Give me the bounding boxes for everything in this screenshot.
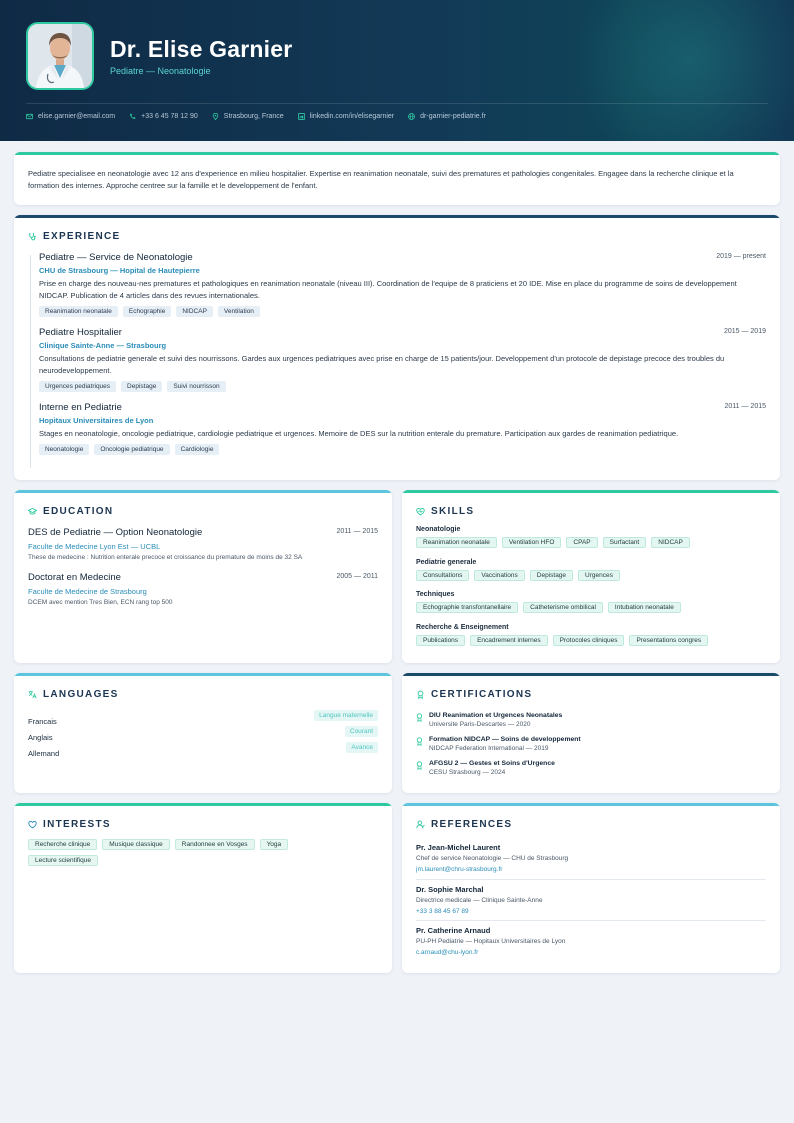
references-heading xyxy=(416,819,512,830)
job-description: Stages en neonatologie, oncologie pediatrique, cardiologie pediatrique et urgences. Memoire de DES sur la nutrition enterale du premature. Participation aux gardes de reanimation pediatrique. xyxy=(39,429,679,438)
language-name: Francais xyxy=(28,717,57,726)
skill-tag: CPAP xyxy=(566,537,597,548)
summary-text: Pediatre specialisee en neonatologie avec 12 ans d'experience en milieu hospitalier. Expertise en reanimation neonatale, suivi des prematures et pathologies congenitales. Engagee dans la recherche clinique et la formation des internes. Approche centree sur la famille et le developpement de l'enfant. xyxy=(28,169,734,190)
certification-issuer: CESU Strasbourg — 2024 xyxy=(429,769,506,776)
interest-tag: Yoga xyxy=(260,839,289,850)
certification-issuer: Universite Paris-Descartes — 2020 xyxy=(429,721,531,728)
language-level: Langue maternelle xyxy=(314,710,378,721)
contact-linkedin-text: linkedin.com/in/elisegarnier xyxy=(309,113,395,120)
skill-tag: Surfactant xyxy=(603,537,647,548)
contact-bar xyxy=(26,113,486,120)
heart-icon xyxy=(28,820,37,829)
contact-website[interactable] xyxy=(408,113,486,120)
reference-divider xyxy=(416,879,766,880)
job-description: Consultations de pediatrie generale et suivi des nourrissons. Gardes aux urgences pediatriques avec prise en charge de 15 patients/jour. Developpement d'un protocole de depistage precoce des troubles du neurodeveloppement. xyxy=(39,354,725,375)
education-item xyxy=(28,572,378,606)
education-accent-bar xyxy=(14,490,392,493)
reference-name: Dr. Sophie Marchal xyxy=(416,885,484,894)
job-tag: NIDCAP xyxy=(176,306,213,317)
interests-accent-bar xyxy=(14,803,392,806)
graduation-cap-icon xyxy=(28,507,37,516)
degree-date: 2005 — 2011 xyxy=(336,573,378,580)
reference-role: Chef de service Neonatologie — CHU de Strasbourg xyxy=(416,855,569,862)
language-row xyxy=(28,711,378,726)
languages-heading xyxy=(28,689,119,700)
languages-card xyxy=(14,673,392,793)
certification-item xyxy=(416,760,766,776)
skill-tag: Ventilation HFO xyxy=(502,537,562,548)
languages-heading-text: LANGUAGES xyxy=(43,689,119,700)
award-icon xyxy=(416,737,423,746)
interests-heading xyxy=(28,819,111,830)
skill-tags xyxy=(416,537,766,548)
degree-title: Doctorat en Medecine xyxy=(28,572,121,583)
job-role: Pediatre — Service de Neonatologie xyxy=(39,252,193,263)
job-role: Interne en Pediatrie xyxy=(39,402,122,413)
certification-title: AFGSU 2 — Gestes et Soins d'Urgence xyxy=(429,760,555,767)
summary-accent-bar xyxy=(14,152,780,155)
job-item xyxy=(39,252,766,317)
user-icon xyxy=(416,820,425,829)
school-name: Faculte de Medecine de Strasbourg xyxy=(28,587,147,596)
job-organization: Hopitaux Universitaires de Lyon xyxy=(39,416,154,425)
certification-item xyxy=(416,712,766,728)
references-card xyxy=(402,803,780,973)
skill-tag: Encadrement internes xyxy=(470,635,548,646)
stethoscope-icon xyxy=(28,232,37,241)
references-accent-bar xyxy=(402,803,780,806)
contact-website-text: dr-garnier-pediatrie.fr xyxy=(420,113,486,120)
language-name: Allemand xyxy=(28,749,60,758)
job-tag: Depistage xyxy=(121,381,162,392)
job-date: 2019 — present xyxy=(716,253,766,260)
reference-name: Pr. Jean-Michel Laurent xyxy=(416,843,501,852)
skill-group xyxy=(416,526,766,548)
location-icon xyxy=(212,113,219,120)
certifications-card xyxy=(402,673,780,793)
candidate-title: Pediatre — Neonatologie xyxy=(110,66,211,76)
skill-tag: Publications xyxy=(416,635,465,646)
job-tag: Suivi nourrisson xyxy=(167,381,225,392)
interest-tag: Randonnee en Vosges xyxy=(175,839,255,850)
experience-heading xyxy=(28,231,120,242)
job-tag: Oncologie pediatrique xyxy=(94,444,169,455)
candidate-name: Dr. Elise Garnier xyxy=(110,36,293,62)
contact-phone[interactable] xyxy=(129,113,198,120)
skill-tags xyxy=(416,635,766,646)
reference-item xyxy=(416,926,766,956)
award-icon xyxy=(416,713,423,722)
reference-contact-link[interactable]: +33 3 88 45 67 89 xyxy=(416,908,469,915)
skill-tag: Catheterisme ombilical xyxy=(523,602,603,613)
experience-card xyxy=(14,215,780,480)
skill-tag: Urgences xyxy=(578,570,620,581)
job-tags xyxy=(39,306,766,317)
interests-heading-text: INTERESTS xyxy=(43,819,111,830)
skill-tag: NIDCAP xyxy=(651,537,690,548)
job-tags xyxy=(39,444,766,455)
skill-tag: Consultations xyxy=(416,570,469,581)
skill-tag: Reanimation neonatale xyxy=(416,537,497,548)
job-tag: Cardiologie xyxy=(175,444,220,455)
skill-tag: Presentations congres xyxy=(629,635,708,646)
reference-contact-link[interactable]: jm.laurent@chru-strasbourg.fr xyxy=(416,866,503,873)
job-date: 2011 — 2015 xyxy=(724,403,766,410)
contact-linkedin[interactable] xyxy=(298,113,394,120)
doctor-portrait-image xyxy=(28,24,92,88)
reference-role: PU-PH Pediatrie — Hopitaux Universitaires de Lyon xyxy=(416,938,566,945)
skill-group xyxy=(416,624,766,646)
certification-title: Formation NIDCAP — Soins de developpement xyxy=(429,736,581,743)
certifications-heading xyxy=(416,689,532,700)
header-divider xyxy=(26,103,768,104)
contact-location xyxy=(212,113,284,120)
language-row xyxy=(28,743,378,758)
contact-phone-text: +33 6 45 78 12 90 xyxy=(141,113,198,120)
certifications-heading-text: CERTIFICATIONS xyxy=(431,689,533,700)
skills-heading xyxy=(416,506,474,517)
skill-group-name: Pediatrie generale xyxy=(416,559,477,566)
education-heading xyxy=(28,506,113,517)
skill-group-name: Neonatologie xyxy=(416,526,461,533)
job-tag: Urgences pediatriques xyxy=(39,381,116,392)
education-heading-text: EDUCATION xyxy=(43,506,114,517)
job-tag: Echographie xyxy=(123,306,172,317)
summary-card xyxy=(14,152,780,205)
phone-icon xyxy=(129,113,136,120)
job-tag: Ventilation xyxy=(218,306,260,317)
degree-note: These de medecine : Nutrition enterale precoce et croissance du premature de moins de 32 SA xyxy=(28,554,303,561)
mail-icon xyxy=(26,113,33,120)
education-card xyxy=(14,490,392,663)
job-tags xyxy=(39,381,766,392)
language-name: Anglais xyxy=(28,733,53,742)
interest-tag: Musique classique xyxy=(102,839,169,850)
award-icon xyxy=(416,761,423,770)
award-icon xyxy=(416,690,425,699)
language-level: Avance xyxy=(346,742,378,753)
contact-email-text: elise.garnier@email.com xyxy=(38,113,116,120)
degree-note: DCEM avec mention Tres Bien, ECN rang top 500 xyxy=(28,599,173,606)
languages-accent-bar xyxy=(14,673,392,676)
reference-contact-link[interactable]: c.arnaud@chu-lyon.fr xyxy=(416,949,479,956)
contact-location-text: Strasbourg, France xyxy=(223,113,284,120)
job-item xyxy=(39,402,766,455)
job-organization: Clinique Sainte-Anne — Strasbourg xyxy=(39,341,167,350)
skills-heading-text: SKILLS xyxy=(431,506,475,517)
contact-email[interactable] xyxy=(26,113,115,120)
interests-card xyxy=(14,803,392,973)
reference-item xyxy=(416,885,766,915)
reference-name: Pr. Catherine Arnaud xyxy=(416,926,491,935)
degree-date: 2011 — 2015 xyxy=(336,528,378,535)
references-heading-text: REFERENCES xyxy=(431,819,513,830)
skill-tag: Protocoles cliniques xyxy=(553,635,625,646)
job-tag: Reanimation neonatale xyxy=(39,306,118,317)
resume-header xyxy=(0,0,794,141)
skill-tag: Echographie transfontanellaire xyxy=(416,602,518,613)
certification-issuer: NIDCAP Federation International — 2019 xyxy=(429,745,549,752)
globe-icon xyxy=(408,113,415,120)
experience-heading-text: EXPERIENCE xyxy=(43,231,121,242)
experience-timeline xyxy=(30,255,31,468)
header-glow xyxy=(560,0,794,141)
job-item xyxy=(39,327,766,392)
skills-card xyxy=(402,490,780,663)
reference-item xyxy=(416,843,766,873)
education-item xyxy=(28,527,378,561)
linkedin-icon xyxy=(298,113,305,120)
skill-group-name: Recherche & Enseignement xyxy=(416,624,509,631)
degree-title: DES de Pediatrie — Option Neonatologie xyxy=(28,527,203,538)
job-description: Prise en charge des nouveau-nes prematures et pathologiques en reanimation neonatale (niveau III). Coordination de l'equipe de 8 praticiens et 20 IDE. Mise en place du programme de soins de developpement NIDCAP. Publication de 4 articles dans des revues internationales. xyxy=(39,279,737,300)
school-name: Faculte de Medecine Lyon Est — UCBL xyxy=(28,542,161,551)
skill-group xyxy=(416,591,766,613)
skill-tag: Intubation neonatale xyxy=(608,602,681,613)
avatar xyxy=(26,22,94,90)
interest-tags xyxy=(28,839,332,866)
experience-accent-bar xyxy=(14,215,780,218)
reference-divider xyxy=(416,920,766,921)
job-date: 2015 — 2019 xyxy=(723,328,766,335)
interest-tag: Lecture scientifique xyxy=(28,855,98,866)
job-tag: Neonatologie xyxy=(39,444,89,455)
skills-accent-bar xyxy=(402,490,780,493)
job-organization: CHU de Strasbourg — Hopital de Hautepierre xyxy=(39,266,200,275)
heart-pulse-icon xyxy=(416,507,425,516)
reference-role: Directrice medicale — Clinique Sainte-Anne xyxy=(416,897,543,904)
interest-tag: Recherche clinique xyxy=(28,839,97,850)
skill-tag: Depistage xyxy=(530,570,573,581)
translate-icon xyxy=(28,690,37,699)
certification-item xyxy=(416,736,766,752)
certifications-accent-bar xyxy=(402,673,780,676)
skill-tags xyxy=(416,602,766,613)
job-role: Pediatre Hospitalier xyxy=(39,327,122,338)
language-level: Courant xyxy=(345,726,378,737)
skill-group xyxy=(416,559,766,581)
skill-tags xyxy=(416,570,766,581)
language-row xyxy=(28,727,378,742)
skill-tag: Vaccinations xyxy=(474,570,524,581)
certification-title: DIU Reanimation et Urgences Neonatales xyxy=(429,712,563,719)
skill-group-name: Techniques xyxy=(416,591,455,598)
